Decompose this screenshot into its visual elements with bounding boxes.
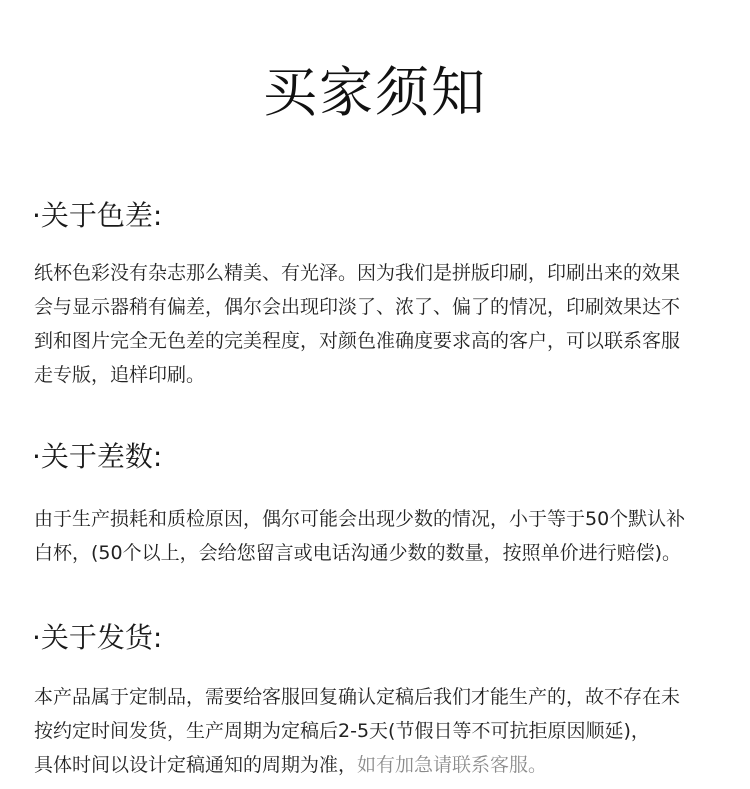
heading-color-difference: ·关于色差:: [32, 199, 163, 232]
text-line: 白杯，(50个以上，会给您留言或电话沟通少数的数量，按照单价进行赔偿)。: [34, 542, 682, 564]
text-line: 会与显示器稍有偏差，偶尔会出现印淡了、浓了、偏了的情况，印刷效果达不: [34, 296, 681, 318]
text-line: 由于生产损耗和质检原因，偶尔可能会出现少数的情况，小于等于50个默认补: [34, 508, 686, 530]
heading-shipping: ·关于发货:: [32, 621, 163, 654]
text-line: 到和图片完全无色差的完美程度，对颜色准确度要求高的客户，可以联系客服: [34, 330, 681, 352]
text-line: 本产品属于定制品，需要给客服回复确认定稿后我们才能生产的，故不存在未: [34, 686, 681, 708]
text-line: 纸杯色彩没有杂志那么精美、有光泽。因为我们是拼版印刷，印刷出来的效果: [34, 262, 681, 284]
page-title: 买家须知: [263, 61, 487, 124]
heading-quantity-shortage: ·关于差数:: [32, 440, 163, 473]
text-line-faded: 如有加急请联系客服。: [357, 754, 548, 776]
paragraph-quantity-shortage: [34, 502, 720, 570]
text-line: 走专版，追样印刷。: [34, 364, 206, 386]
text-line: [34, 748, 720, 782]
text-line-main: 具体时间以设计定稿通知的周期为准，: [34, 754, 358, 776]
text-line: 按约定时间发货，生产周期为定稿后2-5天(节假日等不可抗拒原因顺延)，: [34, 720, 650, 742]
paragraph-color-difference: [34, 256, 720, 392]
paragraph-shipping: [34, 680, 720, 782]
